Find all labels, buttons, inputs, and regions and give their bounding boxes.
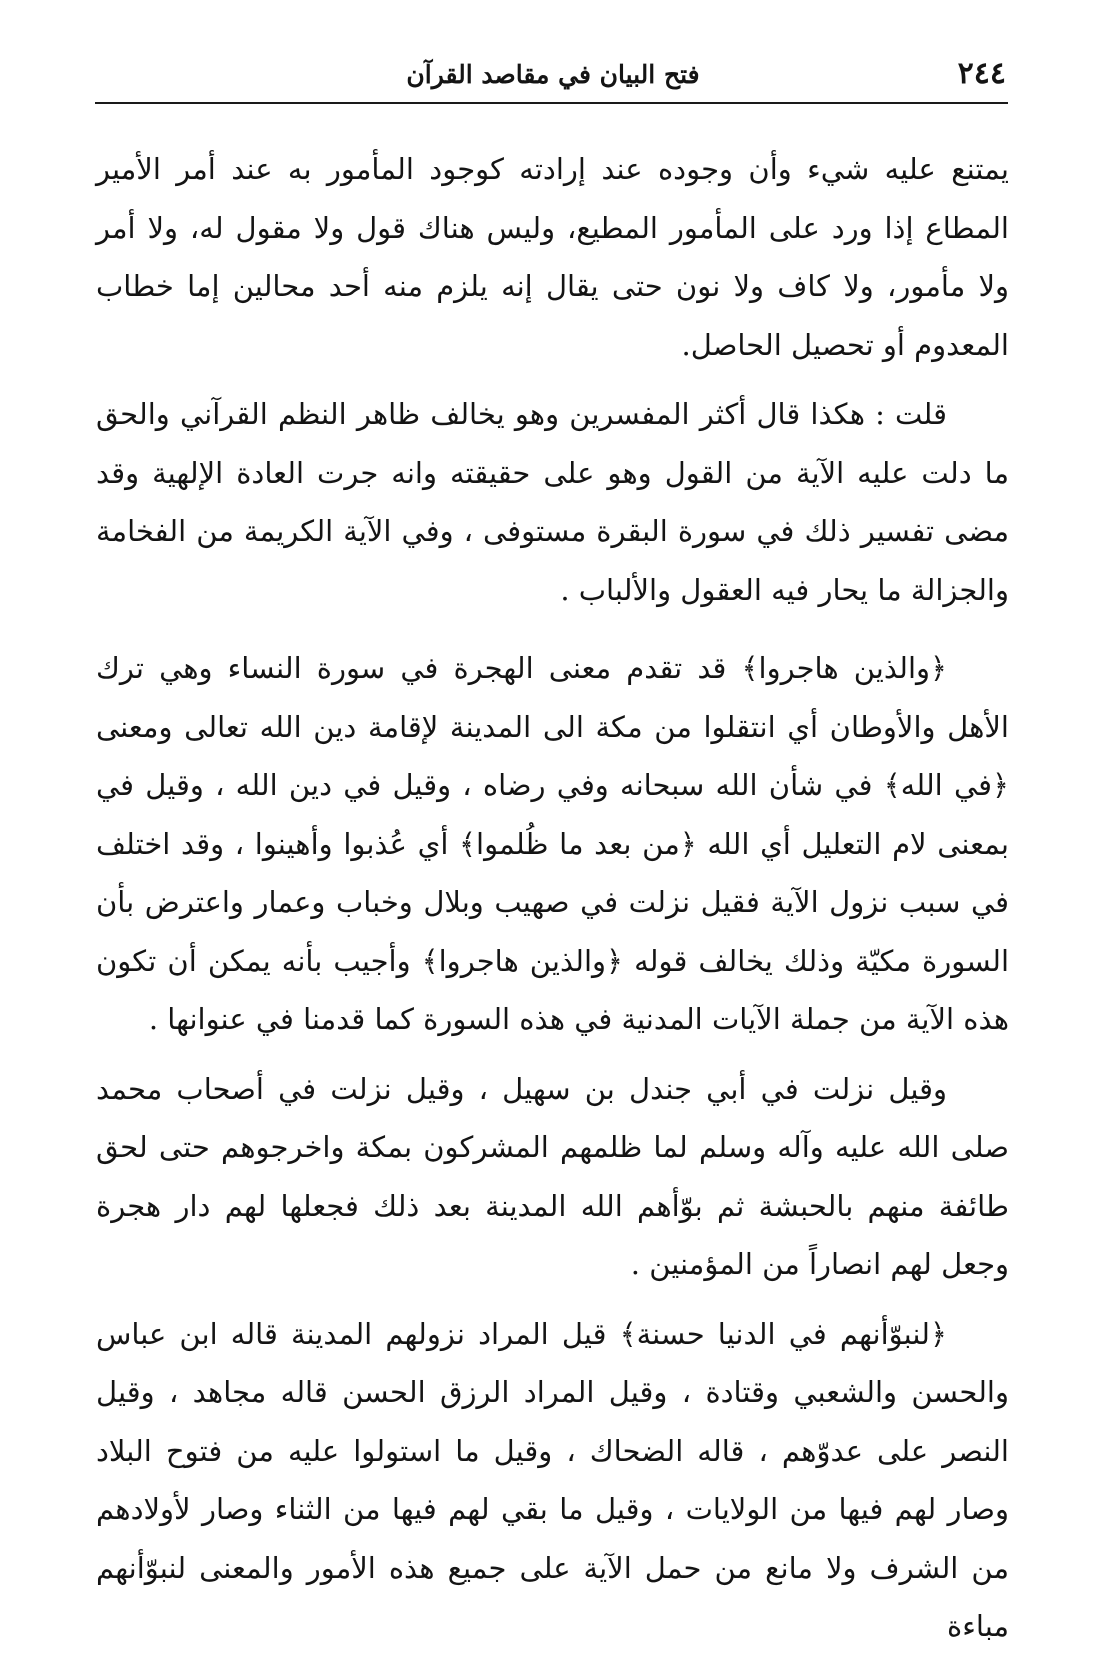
page-header bbox=[100, 52, 1006, 96]
paragraph-2: قلت : هكذا قال أكثر المفسرين وهو يخالف ظاهر النظم القرآني والحق ما دلت عليه الآية من القول وهو على حقيقته وانه جرت العادة الإلهية وقد مضى تفسير ذلك في سورة البقرة مستوفى ، وفي الآية الكريمة من الفخامة والجزالة ما يحار فيه العقول والألباب . bbox=[96, 397, 1009, 607]
paragraph-5: ﴿لنبوّأنهم في الدنيا حسنة﴾ قيل المراد نزولهم المدينة قاله ابن عباس والحسن والشعبي وقتادة ، وقيل المراد الرزق الحسن قاله مجاهد ، وقيل النصر على عدوّهم ، قاله الضحاك ، وقيل ما استولوا عليه من فتوح البلاد وصار لهم فيها من الولايات ، وقيل ما بقي لهم فيها من الثناء وصار لأولادهم من الشرف ولا مانع من حمل الآية على جميع هذه الأمور والمعنى لنبوّأنهم مباءة bbox=[96, 1316, 1009, 1643]
paragraph-3: ﴿والذين هاجروا﴾ قد تقدم معنى الهجرة في سورة النساء وهي ترك الأهل والأوطان أي انتقلوا من مكة الى المدينة لإقامة دين الله تعالى ومعنى ﴿في الله﴾ في شأن الله سبحانه وفي رضاه ، وقيل في دين الله ، وقيل في بمعنى لام التعليل أي الله ﴿من بعد ما ظُلموا﴾ أي عُذبوا وأهينوا ، وقد اختلف في سبب نزول الآية فقيل نزلت في صهيب وبلال وخباب وعمار واعترض بأن السورة مكيّة وذلك يخالف قوله ﴿والذين هاجروا﴾ وأجيب بأنه يمكن أن تكون هذه الآية من جملة الآيات المدنية في هذه السورة كما قدمنا في عنوانها . bbox=[96, 651, 1009, 1036]
header-divider bbox=[95, 102, 1008, 104]
page-body bbox=[96, 140, 1009, 1656]
page-number: ٢٤٤ bbox=[957, 56, 1006, 91]
running-title: فتح البيان في مقاصد القرآن bbox=[406, 60, 700, 89]
paragraph-4: وقيل نزلت في أبي جندل بن سهيل ، وقيل نزلت في أصحاب محمد صلى الله عليه وآله وسلم لما ظلمهم المشركون بمكة واخرجوهم حتى لحق طائفة منهم بالحبشة ثم بوّأهم الله المدينة بعد ذلك فجعلها لهم دار هجرة وجعل لهم انصاراً من المؤمنين . bbox=[96, 1071, 1009, 1281]
paragraph-1: يمتنع عليه شيء وأن وجوده عند إرادته كوجود المأمور به عند أمر الأمير المطاع إذا ورد على المأمور المطيع، وليس هناك قول ولا مقول له، ولا أمر ولا مأمور، ولا كاف ولا نون حتى يقال إنه يلزم منه أحد محالين إما خطاب المعدوم أو تحصيل الحاصل. bbox=[96, 152, 1009, 362]
